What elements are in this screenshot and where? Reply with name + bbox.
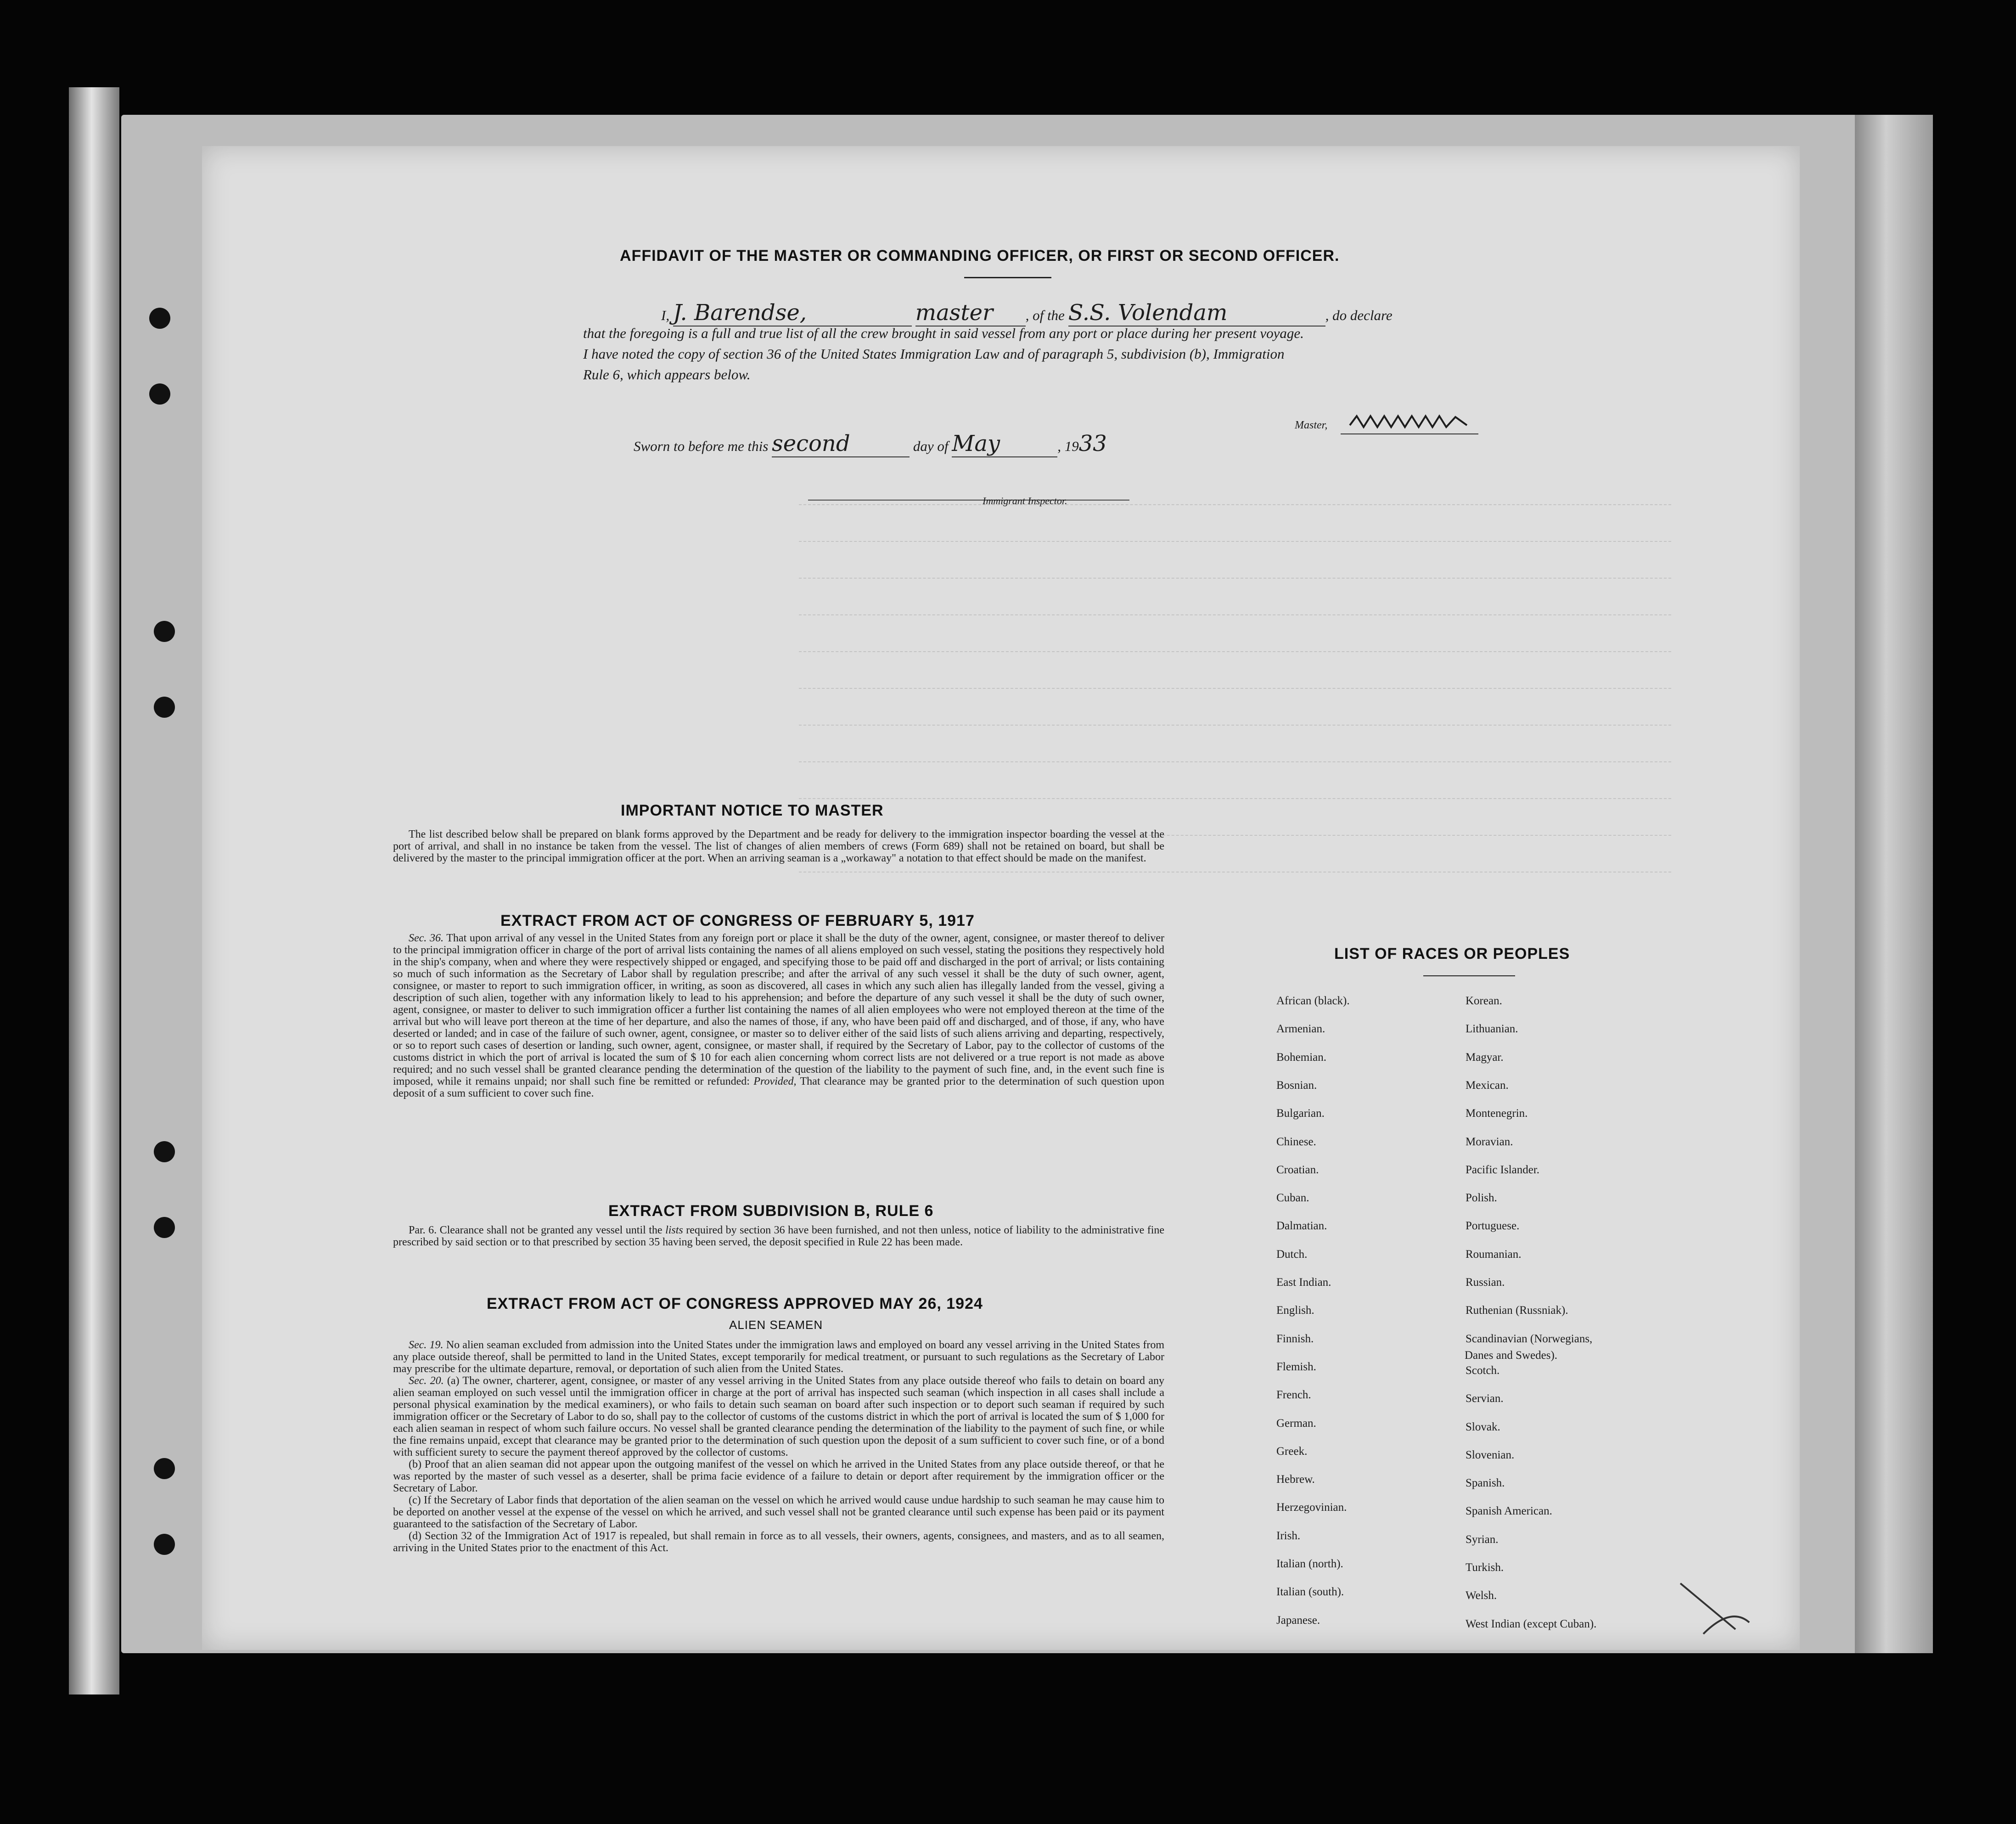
- race-item: Japanese.: [1276, 1614, 1320, 1627]
- races-rule: [1423, 975, 1515, 976]
- race-item: German.: [1276, 1417, 1316, 1430]
- bleed-through-line: [799, 761, 1671, 762]
- race-item: Syrian.: [1466, 1533, 1499, 1546]
- bleed-through-line: [799, 541, 1671, 542]
- race-item: Mexican.: [1466, 1079, 1509, 1092]
- race-item: Hebrew.: [1276, 1473, 1315, 1486]
- declaration-line: I, J. Barendse, master , of the S.S. Volendam , do declare: [661, 300, 1393, 326]
- race-item: Moravian.: [1466, 1136, 1513, 1148]
- master-signature-line: [1341, 411, 1478, 434]
- sworn-line: Sworn to before me this second day of May , 1933: [634, 431, 1107, 456]
- race-item: French.: [1276, 1389, 1311, 1401]
- races-title: LIST OF RACES OR PEOPLES: [1334, 945, 1570, 963]
- race-item: Croatian.: [1276, 1164, 1319, 1176]
- extract-1924-title: EXTRACT FROM ACT OF CONGRESS APPROVED MAY 26, 1924: [487, 1295, 983, 1312]
- race-item: English.: [1276, 1304, 1314, 1317]
- bleed-through-line: [799, 614, 1671, 615]
- race-item: Russian.: [1466, 1276, 1505, 1289]
- punch-hole: [154, 1534, 175, 1555]
- punch-hole: [154, 1141, 175, 1162]
- race-item: West Indian (except Cuban).: [1466, 1618, 1597, 1630]
- binder-spine: [69, 87, 119, 1695]
- punch-hole: [154, 697, 175, 718]
- bleed-through-line: [799, 688, 1671, 689]
- race-item: African (black).: [1276, 995, 1350, 1007]
- race-item: Bohemian.: [1276, 1051, 1327, 1064]
- race-item: Polish.: [1466, 1192, 1497, 1204]
- race-item: Flemish.: [1276, 1361, 1316, 1373]
- bleed-through-line: [799, 578, 1671, 579]
- punch-hole: [154, 621, 175, 642]
- affidavit-page: [202, 146, 1800, 1650]
- race-item: Chinese.: [1276, 1136, 1316, 1148]
- punch-hole: [154, 1217, 175, 1238]
- race-item: Scandinavian (Norwegians,: [1466, 1333, 1593, 1345]
- master-name-handwritten: J. Barendse,: [673, 300, 807, 326]
- race-item: Slovenian.: [1466, 1449, 1515, 1461]
- punch-hole: [149, 383, 170, 405]
- bleed-through-line: [799, 504, 1671, 505]
- race-item: Lithuanian.: [1466, 1023, 1518, 1035]
- race-item: Scotch.: [1466, 1364, 1500, 1377]
- master-label: Master,: [1295, 419, 1328, 431]
- race-item: Portuguese.: [1466, 1220, 1520, 1232]
- vessel-name-handwritten: S.S. Volendam: [1068, 300, 1228, 326]
- race-item: Italian (south).: [1276, 1586, 1344, 1598]
- position-handwritten: master: [915, 300, 993, 326]
- extract-1924-body: Sec. 19. No alien seaman excluded from admission into the United States under the immigration laws and employed on board any vessel arriving in the United States from any place outside thereof, shall be permitted to land in the United States, except temporarily for medical treatment, or pursuant to such regulations as the Secretary of Labor may prescribe for the ultimate departure, removal, or deportation of such alien from the United States. Sec. 20. (a) The owner, charterer, agent, consignee, or master of any vessel arriving in the United States from any place outside thereof who fails to detain on board any alien seaman employed on such vessel until the immigration officer in charge at the port of arrival has inspected such seaman (which inspection in all cases shall include a personal physical examination by the medical examiners), or who fails to detain such seaman on board after such inspection or to deport such seaman if required by such immigration officer or the Secretary of Labor to do so, shall pay to the collector of customs of the customs district in which the port of arrival is located the sum of $ 1,000 for each alien seaman in respect of whom such failure occurs. No vessel shall be granted clearance pending the determination of the liability to the payment of such fine, or while the fine remains unpaid, except that clearance may be granted prior to the determination of such question upon the deposit of a sum sufficient to cover such fine, or of a bond with sufficient surety to secure the payment thereof approved by the collector of customs. (b) Proof that an alien seaman did not appear upon the outgoing manifest of the vessel on which he arrived in the United States from any place outside thereof, or that he was reported by the master of such vessel as a deserter, shall be prima facie evidence of a failure to detain or deport after requirement by the immigration officer or the Secretary of Labor. (c) If the Secretary of Labor finds that deportation of the alien seaman on the vessel on which he arrived would cause undue hardship to such seaman he may cause him to be deported on another vessel at the expense of the vessel on which he arrived, and such vessel shall not be granted clearance until such expense has been paid or its payment guaranteed to the satisfaction of the Secretary of Labor. (d) Section 32 of the Immigration Act of 1917 is repealed, but shall remain in force as to all vessels, their owners, agents, consignees, and masters, and as to all seamen, arriving in the United States prior to the enactment of this Act.: [393, 1339, 1165, 1554]
- notice-title: IMPORTANT NOTICE TO MASTER: [621, 802, 884, 819]
- race-item: Servian.: [1466, 1392, 1504, 1405]
- pencil-mark: [1676, 1579, 1754, 1638]
- master-signature: [1341, 411, 1478, 433]
- bleed-through-line: [799, 798, 1671, 799]
- month-handwritten: May: [952, 431, 1000, 456]
- race-item: Spanish American.: [1466, 1505, 1552, 1517]
- bleed-through-line: [799, 651, 1671, 652]
- race-item: Magyar.: [1466, 1051, 1504, 1064]
- race-item: Finnish.: [1276, 1333, 1314, 1345]
- race-item: Italian (north).: [1276, 1558, 1343, 1570]
- declaration-line-3: I have noted the copy of section 36 of the United States Immigration Law and of paragraph 5, subdivision (b), Immigration: [583, 346, 1285, 362]
- race-item: Ruthenian (Russniak).: [1466, 1304, 1568, 1317]
- race-item: Dutch.: [1276, 1248, 1308, 1261]
- race-item: Pacific Islander.: [1466, 1164, 1540, 1176]
- extract-1917-body: Sec. 36. That upon arrival of any vessel in the United States from any foreign port or place it shall be the duty of the owner, agent, consignee, or master thereof to deliver to the principal immigration officer in charge of the port of arrival lists containing the names of all aliens employed on such vessel, stating the positions they respectively hold in the ship's company, when and where they were respectively shipped or engaged, and specifying those to be paid off and discharged in the port of arrival; or lists containing so much of such information as the Secretary of Labor shall by regulation prescribe; and after the arrival of any such vessel it shall be the duty of such owner, agent, consignee, or master to report to such immigration officer, in writing, as soon as discovered, all cases in which any such alien has illegally landed from the vessel, giving a description of such alien, together with any information likely to lead to his apprehension; and before the departure of any such vessel it shall be the duty of such owner, agent, consignee, or master to deliver to such immigration officer a further list containing the names of all alien employees who were not employed thereon at the time of the arrival but who will leave port thereon at the time of her departure, and also the names of those, if any, who have been paid off and discharged, and of those, if any, who have deserted or landed; and in case of the failure of such owner, agent, consignee, or master so to deliver either of the said lists of such aliens arriving and departing, respectively, or so to report such cases of desertion or landing, such owner, agent, consignee, or master shall, if required by the Secretary of Labor, pay to the collector of customs of the customs district in which the port of arrival is located the sum of $ 10 for each alien concerning whom correct lists are not delivered or a true report is not made as above required; and no such vessel shall be granted clearance pending the determination of the question of the liability to the payment of such fine, and, in the event such fine is imposed, while it remains unpaid; nor shall such fine be remitted or refunded: Provided, That clearance may be granted prior to the determination of such question upon deposit of a sum sufficient to cover such fine.: [393, 932, 1165, 1099]
- punch-hole: [154, 1458, 175, 1479]
- race-item: East Indian.: [1276, 1276, 1331, 1289]
- race-item: Cuban.: [1276, 1192, 1309, 1204]
- race-item: Turkish.: [1466, 1561, 1504, 1574]
- race-item: Bulgarian.: [1276, 1107, 1325, 1120]
- extract-1917-title: EXTRACT FROM ACT OF CONGRESS OF FEBRUARY 5, 1917: [500, 912, 975, 929]
- race-item: Armenian.: [1276, 1023, 1325, 1035]
- race-item: Montenegrin.: [1466, 1107, 1528, 1120]
- notice-body: The list described below shall be prepared on blank forms approved by the Department and be ready for delivery to the immigration inspector boarding the vessel at the port of arrival, and shall in no instance be taken from the vessel. The list of changes of alien members of crews (Form 689) shall not be retained on board, but shall be delivered by the master to the principal immigration officer at the port. When an arriving seaman is a „workaway" a notation to that effect should be made on the manifest.: [393, 828, 1164, 864]
- race-item-continuation: Danes and Swedes).: [1465, 1349, 1558, 1362]
- inspector-signature-line: [808, 500, 1129, 501]
- race-item: Irish.: [1276, 1530, 1301, 1542]
- race-item: Roumanian.: [1466, 1248, 1522, 1261]
- bleed-through-line: [799, 725, 1671, 726]
- alien-seamen-subtitle: ALIEN SEAMEN: [729, 1318, 823, 1332]
- declaration-line-4: Rule 6, which appears below.: [583, 366, 751, 383]
- race-item: Herzegovinian.: [1276, 1501, 1347, 1514]
- inspector-label: Immigrant Inspector.: [983, 495, 1067, 507]
- affidavit-title: AFFIDAVIT OF THE MASTER OR COMMANDING OFFICER, OR FIRST OR SECOND OFFICER.: [620, 247, 1340, 265]
- year-handwritten: 33: [1078, 431, 1107, 456]
- punch-hole: [149, 308, 170, 329]
- day-handwritten: second: [772, 431, 850, 456]
- race-item: Korean.: [1466, 995, 1502, 1007]
- race-item: Dalmatian.: [1276, 1220, 1327, 1232]
- race-item: Greek.: [1276, 1445, 1308, 1458]
- subdivision-b-body: Par. 6. Clearance shall not be granted any vessel until the lists required by section 36 have been furnished, and not then unless, notice of liability to the administrative fine prescribed by said section or to that prescribed by section 35 having been served, the deposit specified in Rule 22 has been made.: [393, 1224, 1165, 1248]
- race-item: Spanish.: [1466, 1477, 1505, 1489]
- race-item: Bosnian.: [1276, 1079, 1317, 1092]
- race-item: Welsh.: [1466, 1589, 1497, 1602]
- bleed-through-line: [799, 872, 1671, 873]
- subdivision-b-title: EXTRACT FROM SUBDIVISION B, RULE 6: [608, 1202, 934, 1220]
- race-item: Slovak.: [1466, 1421, 1500, 1433]
- page-stack-edge: [1855, 115, 1933, 1653]
- declaration-line-2: that the foregoing is a full and true list of all the crew brought in said vessel from any port or place during her present voyage.: [583, 325, 1304, 341]
- title-rule: [964, 277, 1051, 278]
